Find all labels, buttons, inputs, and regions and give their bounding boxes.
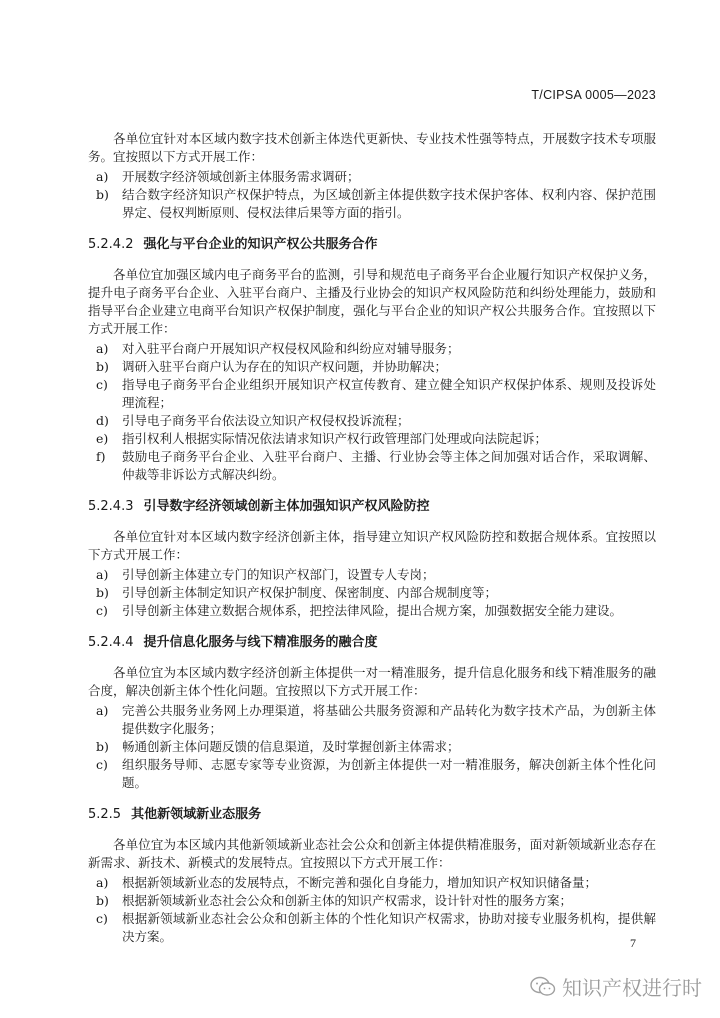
- document-body: [88, 130, 656, 946]
- section-heading: 5.2.4.2 强化与平台企业的知识产权公共服务合作: [88, 237, 378, 252]
- section-heading: 5.2.4.3 引导数字经济领域创新主体加强知识产权风险防控: [88, 499, 430, 514]
- section-list: [88, 874, 656, 946]
- list-item: a) 对入驻平台商户开展知识产权侵权风险和纠纷应对辅导服务；: [96, 341, 460, 356]
- list-item: a) 完善公共服务业务网上办理渠道，将基础公共服务资源和产品转化为数字技术产品，为创新主体提供数字化服务；: [96, 703, 656, 736]
- list-item: b) 畅通创新主体问题反馈的信息渠道，及时掌握创新主体需求；: [96, 739, 460, 754]
- list-item: c) 指导电子商务平台企业组织开展知识产权宣传教育、建立健全知识产权保护体系、规则及投诉处理流程；: [96, 377, 656, 410]
- list-item: c) 组织服务导师、志愿专家等专业资源，为创新主体提供一对一精准服务，解决创新主体个性化问题。: [96, 757, 656, 790]
- list-item: a) 引导创新主体建立专门的知识产权部门，设置专人专岗；: [96, 567, 435, 582]
- document-code: T/CIPSA 0005—2023: [531, 88, 656, 102]
- list-item: e) 指引权利人根据实际情况依法请求知识产权行政管理部门处理或向法院起诉；: [96, 431, 548, 446]
- list-item: c) 引导创新主体建立数据合规体系，把控法律风险，提出合规方案，加强数据安全能力建设。: [96, 603, 623, 618]
- list-item: f) 鼓励电子商务平台企业、入驻平台商户、主播、行业协会等主体之间加强对话合作，采取调解、仲裁等非诉讼方式解决纠纷。: [96, 449, 656, 482]
- section-list: [88, 340, 656, 484]
- list-item: c) 根据新领域新业态社会公众和创新主体的个性化知识产权需求，协助对接专业服务机构，提供解决方案。: [96, 911, 656, 944]
- list-item: b) 结合数字经济知识产权保护特点，为区域创新主体提供数字技术保护客体、权利内容、保护范围界定、侵权判断原则、侵权法律后果等方面的指引。: [96, 187, 656, 220]
- section-paragraph: 各单位宜加强区域内电子商务平台的监测，引导和规范电子商务平台企业履行知识产权保护义务，提升电子商务平台企业、入驻平台商户、主播及行业协会的知识产权风险防范和纠纷处理能力，鼓励和指导平台企业建立电商平台知识产权保护制度，强化与平台企业的知识产权公共服务合作。宜按照以下方式开展工作：: [88, 267, 656, 336]
- section-heading: 5.2.4.4 提升信息化服务与线下精准服务的融合度: [88, 635, 378, 650]
- watermark: [530, 972, 702, 1001]
- section-heading: 5.2.5 其他新领域新业态服务: [88, 807, 262, 822]
- list-item: a) 开展数字经济领域创新主体服务需求调研；: [96, 169, 360, 184]
- list-item: a) 根据新领域新业态的发展特点，不断完善和强化自身能力，增加知识产权知识储备量；: [96, 875, 598, 890]
- intro-paragraph: 各单位宜针对本区域内数字技术创新主体迭代更新快、专业技术性强等特点，开展数字技术专项服务。宜按照以下方式开展工作：: [88, 131, 656, 164]
- section-paragraph: 各单位宜为本区域内其他新领域新业态社会公众和创新主体提供精准服务，面对新领域新业态存在新需求、新技术、新模式的发展特点。宜按照以下方式开展工作：: [88, 837, 656, 870]
- list-item: b) 根据新领域新业态社会公众和创新主体的知识产权需求，设计针对性的服务方案；: [96, 893, 573, 908]
- section-list: [88, 566, 656, 620]
- watermark-text: 知识产权进行时: [562, 976, 702, 1000]
- intro-list: [88, 168, 656, 222]
- section-list: [88, 702, 656, 792]
- section-paragraph: 各单位宜为本区域内数字经济创新主体提供一对一精准服务，提升信息化服务和线下精准服务的融合度，解决创新主体个性化问题。宜按照以下方式开展工作：: [88, 665, 656, 698]
- list-item: d) 引导电子商务平台依法设立知识产权侵权投诉流程；: [96, 413, 410, 428]
- list-item: b) 引导创新主体制定知识产权保护制度、保密制度、内部合规制度等；: [96, 585, 498, 600]
- list-item: b) 调研入驻平台商户认为存在的知识产权问题，并协助解决；: [96, 359, 448, 374]
- page-number: 7: [630, 936, 636, 950]
- section-paragraph: 各单位宜针对本区域内数字经济创新主体，指导建立知识产权风险防控和数据合规体系。宜按照以下方式开展工作：: [88, 529, 656, 562]
- wechat-icon: [530, 976, 556, 998]
